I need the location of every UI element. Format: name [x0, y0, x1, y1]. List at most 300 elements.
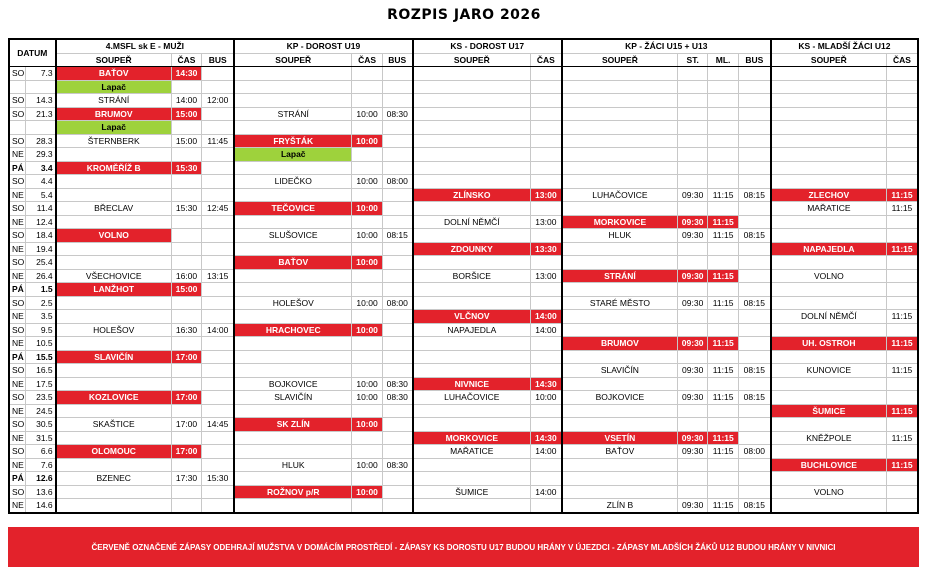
match-cell	[413, 458, 531, 472]
match-cell: 09:30	[677, 269, 707, 283]
match-cell	[771, 283, 887, 297]
day-cell: SO	[9, 229, 25, 243]
match-cell	[382, 499, 412, 513]
match-cell	[562, 148, 678, 162]
match-cell	[530, 67, 561, 81]
day-cell: PÁ	[9, 283, 25, 297]
match-cell: 08:15	[738, 391, 770, 405]
match-cell: KNĚŽPOLE	[771, 431, 887, 445]
match-cell: 08:30	[382, 458, 412, 472]
header-group: KP - DOROST U19	[234, 39, 413, 53]
day-cell: NE	[9, 242, 25, 256]
match-cell: 15:00	[171, 134, 201, 148]
match-cell: 10:00	[352, 485, 382, 499]
match-cell: 14:00	[530, 445, 561, 459]
match-cell: 11:45	[202, 134, 234, 148]
match-cell: 11:15	[886, 242, 918, 256]
match-cell	[771, 350, 887, 364]
column-header: SOUPEŘ	[413, 53, 531, 67]
match-cell: 10:00	[352, 391, 382, 405]
match-cell: 14:45	[202, 418, 234, 432]
match-cell	[202, 296, 234, 310]
schedule-row	[9, 485, 918, 499]
match-cell	[413, 202, 531, 216]
match-cell: 09:30	[677, 337, 707, 351]
match-cell: 08:15	[738, 188, 770, 202]
schedule-row	[9, 94, 918, 108]
schedule-row	[9, 377, 918, 391]
date-cell: 5.4	[25, 188, 55, 202]
match-cell	[677, 458, 707, 472]
match-cell: 11:15	[886, 458, 918, 472]
match-cell	[202, 458, 234, 472]
match-cell	[234, 472, 352, 486]
match-cell	[56, 175, 172, 189]
match-cell	[413, 256, 531, 270]
match-cell	[677, 283, 707, 297]
match-cell: 09:30	[677, 188, 707, 202]
header-datum: DATUM	[9, 39, 56, 67]
match-cell	[886, 215, 918, 229]
match-cell	[413, 175, 531, 189]
match-cell: VOLNO	[56, 229, 172, 243]
match-cell	[234, 445, 352, 459]
match-cell: ŠUMICE	[413, 485, 531, 499]
match-cell	[171, 310, 201, 324]
schedule-row	[9, 364, 918, 378]
match-cell	[171, 242, 201, 256]
match-cell	[738, 404, 770, 418]
match-cell	[234, 499, 352, 513]
column-header: SOUPEŘ	[56, 53, 172, 67]
match-cell	[382, 80, 412, 94]
match-cell	[234, 350, 352, 364]
match-cell: 11:15	[708, 391, 738, 405]
match-cell	[738, 148, 770, 162]
match-cell	[382, 202, 412, 216]
schedule-row	[9, 175, 918, 189]
match-cell: Lapač	[56, 121, 172, 135]
match-cell	[413, 121, 531, 135]
match-cell	[771, 121, 887, 135]
match-cell	[56, 404, 172, 418]
match-cell: 10:00	[352, 323, 382, 337]
match-cell: 14:30	[530, 377, 561, 391]
match-cell	[771, 377, 887, 391]
match-cell	[382, 337, 412, 351]
match-cell: VOLNO	[771, 269, 887, 283]
match-cell	[738, 80, 770, 94]
date-cell: 17.5	[25, 377, 55, 391]
match-cell	[530, 107, 561, 121]
schedule-row	[9, 445, 918, 459]
match-cell: 10:00	[352, 134, 382, 148]
date-cell: 12.6	[25, 472, 55, 486]
match-cell	[352, 350, 382, 364]
schedule-row	[9, 499, 918, 513]
match-cell	[202, 310, 234, 324]
match-cell	[382, 148, 412, 162]
match-cell	[738, 323, 770, 337]
schedule-row	[9, 256, 918, 270]
day-cell: PÁ	[9, 161, 25, 175]
match-cell	[562, 256, 678, 270]
match-cell	[171, 404, 201, 418]
day-cell: NE	[9, 310, 25, 324]
match-cell: 09:30	[677, 391, 707, 405]
match-cell: HLUK	[234, 458, 352, 472]
date-cell: 1.5	[25, 283, 55, 297]
match-cell	[708, 283, 738, 297]
column-header: ČAS	[171, 53, 201, 67]
match-cell	[202, 175, 234, 189]
date-cell: 3.4	[25, 161, 55, 175]
match-cell	[677, 121, 707, 135]
match-cell: 08:30	[382, 377, 412, 391]
match-cell	[677, 310, 707, 324]
match-cell: VŠECHOVICE	[56, 269, 172, 283]
match-cell	[677, 256, 707, 270]
day-cell	[9, 80, 25, 94]
match-cell	[677, 107, 707, 121]
match-cell: MAŘATICE	[771, 202, 887, 216]
match-cell: 16:30	[171, 323, 201, 337]
match-cell	[886, 377, 918, 391]
match-cell	[562, 418, 678, 432]
match-cell	[771, 67, 887, 81]
match-cell	[382, 94, 412, 108]
schedule-row	[9, 337, 918, 351]
match-cell	[56, 215, 172, 229]
match-cell: ZLECHOV	[771, 188, 887, 202]
match-cell: 14:00	[530, 310, 561, 324]
match-cell	[171, 485, 201, 499]
match-cell: BAŤOV	[562, 445, 678, 459]
match-cell	[708, 310, 738, 324]
schedule-row	[9, 107, 918, 121]
match-cell: BOJKOVICE	[562, 391, 678, 405]
schedule-row	[9, 67, 918, 81]
match-cell	[708, 148, 738, 162]
match-cell	[352, 121, 382, 135]
day-cell: NE	[9, 269, 25, 283]
match-cell: 14:30	[530, 431, 561, 445]
day-cell: SO	[9, 202, 25, 216]
match-cell	[677, 485, 707, 499]
match-cell	[352, 269, 382, 283]
day-cell: NE	[9, 188, 25, 202]
match-cell: KROMĚŘÍŽ B	[56, 161, 172, 175]
schedule-row	[9, 242, 918, 256]
match-cell	[771, 161, 887, 175]
date-cell: 7.3	[25, 67, 55, 81]
match-cell	[382, 67, 412, 81]
match-cell	[56, 188, 172, 202]
match-cell	[234, 161, 352, 175]
match-cell	[202, 80, 234, 94]
match-cell	[530, 283, 561, 297]
schedule-row	[9, 161, 918, 175]
match-cell	[886, 296, 918, 310]
match-cell	[738, 242, 770, 256]
day-cell: NE	[9, 148, 25, 162]
match-cell	[56, 431, 172, 445]
match-cell	[562, 242, 678, 256]
match-cell: 11:15	[708, 431, 738, 445]
match-cell	[708, 202, 738, 216]
match-cell	[677, 418, 707, 432]
match-cell	[202, 431, 234, 445]
match-cell	[886, 323, 918, 337]
match-cell	[738, 350, 770, 364]
match-cell: 13:00	[530, 269, 561, 283]
match-cell: 17:00	[171, 350, 201, 364]
day-cell: NE	[9, 458, 25, 472]
match-cell	[352, 283, 382, 297]
match-cell	[530, 499, 561, 513]
match-cell	[677, 472, 707, 486]
match-cell	[413, 67, 531, 81]
match-cell	[56, 256, 172, 270]
schedule-row	[9, 458, 918, 472]
schedule-row	[9, 148, 918, 162]
match-cell	[202, 485, 234, 499]
match-cell	[352, 364, 382, 378]
match-cell	[56, 364, 172, 378]
match-cell: BAŤOV	[56, 67, 172, 81]
match-cell: SLAVIČÍN	[56, 350, 172, 364]
match-cell: LUHAČOVICE	[562, 188, 678, 202]
match-cell	[382, 364, 412, 378]
match-cell	[202, 364, 234, 378]
match-cell	[771, 107, 887, 121]
match-cell: 09:30	[677, 215, 707, 229]
match-cell	[738, 256, 770, 270]
match-cell	[202, 445, 234, 459]
match-cell	[562, 404, 678, 418]
day-cell: SO	[9, 418, 25, 432]
match-cell	[738, 94, 770, 108]
match-cell: 10:00	[352, 458, 382, 472]
schedule-row	[9, 202, 918, 216]
day-cell: SO	[9, 256, 25, 270]
date-cell: 11.4	[25, 202, 55, 216]
date-cell: 25.4	[25, 256, 55, 270]
schedule-row	[9, 404, 918, 418]
match-cell	[202, 67, 234, 81]
match-cell	[771, 215, 887, 229]
match-cell	[413, 404, 531, 418]
match-cell: 11:15	[708, 337, 738, 351]
match-cell	[413, 161, 531, 175]
date-cell: 29.3	[25, 148, 55, 162]
column-header: SOUPEŘ	[562, 53, 678, 67]
match-cell	[56, 310, 172, 324]
day-cell: NE	[9, 337, 25, 351]
match-cell	[352, 404, 382, 418]
match-cell: 08:00	[382, 296, 412, 310]
column-header: ČAS	[886, 53, 918, 67]
match-cell	[677, 404, 707, 418]
match-cell: 11:15	[886, 431, 918, 445]
day-cell: SO	[9, 485, 25, 499]
match-cell	[56, 485, 172, 499]
schedule-row	[9, 283, 918, 297]
match-cell	[413, 229, 531, 243]
match-cell	[382, 161, 412, 175]
schedule-row	[9, 472, 918, 486]
match-cell	[382, 310, 412, 324]
day-cell: SO	[9, 175, 25, 189]
match-cell	[171, 337, 201, 351]
day-cell: NE	[9, 499, 25, 513]
match-cell: ROŽNOV p/R	[234, 485, 352, 499]
column-header: SOUPEŘ	[234, 53, 352, 67]
match-cell	[562, 310, 678, 324]
match-cell	[562, 161, 678, 175]
schedule-row	[9, 391, 918, 405]
match-cell: 17:00	[171, 445, 201, 459]
date-cell: 9.5	[25, 323, 55, 337]
match-cell	[413, 472, 531, 486]
match-cell	[886, 175, 918, 189]
match-cell	[886, 256, 918, 270]
match-cell	[738, 337, 770, 351]
match-cell	[382, 242, 412, 256]
date-cell: 15.5	[25, 350, 55, 364]
date-cell: 2.5	[25, 296, 55, 310]
match-cell: STRÁNÍ	[562, 269, 678, 283]
match-cell	[530, 418, 561, 432]
match-cell	[738, 107, 770, 121]
match-cell	[352, 472, 382, 486]
match-cell	[202, 161, 234, 175]
match-cell	[382, 256, 412, 270]
match-cell: STRÁNÍ	[56, 94, 172, 108]
match-cell	[771, 296, 887, 310]
match-cell	[738, 161, 770, 175]
match-cell	[708, 323, 738, 337]
match-cell	[234, 121, 352, 135]
match-cell	[56, 148, 172, 162]
match-cell: 10:00	[352, 202, 382, 216]
date-cell: 18.4	[25, 229, 55, 243]
match-cell	[530, 148, 561, 162]
match-cell	[708, 472, 738, 486]
match-cell	[234, 269, 352, 283]
date-cell: 21.3	[25, 107, 55, 121]
match-cell	[738, 202, 770, 216]
match-cell: 14:00	[202, 323, 234, 337]
match-cell	[352, 445, 382, 459]
match-cell	[202, 107, 234, 121]
date-cell: 19.4	[25, 242, 55, 256]
match-cell	[771, 80, 887, 94]
match-cell	[413, 134, 531, 148]
match-cell	[202, 350, 234, 364]
column-header: ST.	[677, 53, 707, 67]
match-cell	[562, 323, 678, 337]
match-cell	[677, 175, 707, 189]
match-cell	[886, 499, 918, 513]
match-cell	[352, 148, 382, 162]
match-cell: HRACHOVEC	[234, 323, 352, 337]
match-cell	[234, 94, 352, 108]
column-header: ČAS	[352, 53, 382, 67]
date-cell: 28.3	[25, 134, 55, 148]
match-cell	[738, 67, 770, 81]
match-cell: 15:30	[171, 161, 201, 175]
match-cell: NAPAJEDLA	[413, 323, 531, 337]
match-cell	[708, 377, 738, 391]
match-cell: 09:30	[677, 431, 707, 445]
match-cell: BŘECLAV	[56, 202, 172, 216]
day-cell: SO	[9, 134, 25, 148]
match-cell	[530, 472, 561, 486]
match-cell	[708, 242, 738, 256]
match-cell: 17:00	[171, 418, 201, 432]
match-cell	[530, 229, 561, 243]
match-cell	[562, 350, 678, 364]
match-cell	[708, 458, 738, 472]
match-cell	[738, 134, 770, 148]
date-cell: 31.5	[25, 431, 55, 445]
match-cell	[352, 188, 382, 202]
match-cell: MORKOVICE	[562, 215, 678, 229]
day-cell: SO	[9, 94, 25, 108]
match-cell	[413, 337, 531, 351]
column-header: BUS	[738, 53, 770, 67]
match-cell	[708, 121, 738, 135]
match-cell	[413, 296, 531, 310]
date-cell: 6.6	[25, 445, 55, 459]
match-cell: KUNOVICE	[771, 364, 887, 378]
schedule-row	[9, 134, 918, 148]
match-cell	[530, 296, 561, 310]
match-cell	[530, 458, 561, 472]
match-cell	[202, 256, 234, 270]
match-cell: DOLNÍ NĚMČÍ	[771, 310, 887, 324]
match-cell	[886, 67, 918, 81]
match-cell	[413, 364, 531, 378]
match-cell	[677, 94, 707, 108]
match-cell: 14:30	[171, 67, 201, 81]
day-cell: SO	[9, 323, 25, 337]
match-cell	[562, 80, 678, 94]
match-cell	[382, 134, 412, 148]
schedule-row	[9, 121, 918, 135]
match-cell	[708, 485, 738, 499]
match-cell	[708, 107, 738, 121]
match-cell	[530, 161, 561, 175]
match-cell	[562, 175, 678, 189]
date-cell: 3.5	[25, 310, 55, 324]
match-cell: 08:15	[738, 499, 770, 513]
header-row-groups	[9, 39, 918, 53]
match-cell: 08:30	[382, 391, 412, 405]
match-cell	[382, 215, 412, 229]
match-cell: 10:00	[352, 296, 382, 310]
match-cell	[562, 472, 678, 486]
match-cell: ŠTERNBERK	[56, 134, 172, 148]
match-cell: MAŘATICE	[413, 445, 531, 459]
schedule-row	[9, 188, 918, 202]
match-cell	[382, 472, 412, 486]
match-cell	[562, 202, 678, 216]
match-cell	[413, 80, 531, 94]
schedule-row	[9, 229, 918, 243]
match-cell: 13:00	[530, 188, 561, 202]
